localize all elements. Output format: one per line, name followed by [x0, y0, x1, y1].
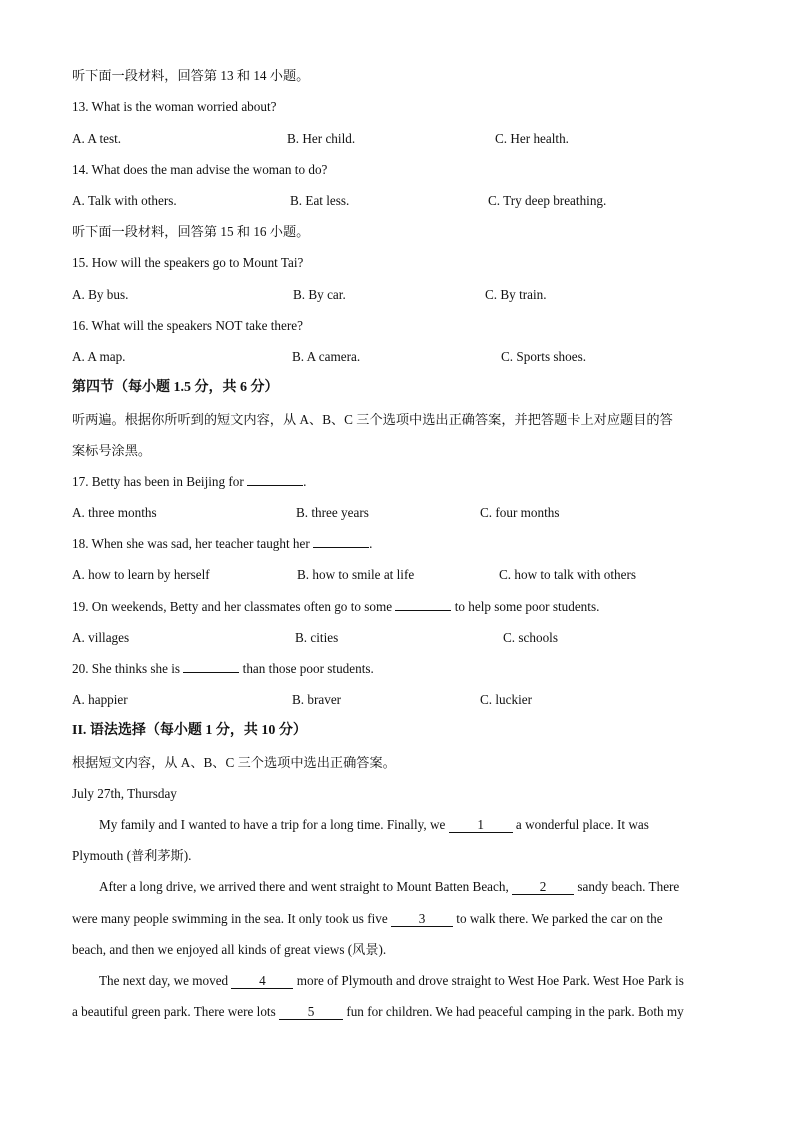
passage-p1-line-1	[99, 816, 649, 834]
q15-option-c[interactable]: C. By train.	[485, 287, 547, 302]
blank-5[interactable]: 5	[279, 1004, 343, 1020]
q19-option-b[interactable]: B. cities	[295, 630, 339, 645]
q18-end: .	[369, 536, 373, 551]
q20-option-a[interactable]: A. happier	[72, 692, 128, 707]
passage-text: My family and I wanted to have a trip for a long time. Finally, we	[99, 817, 449, 832]
part-2-heading: II. 语法选择（每小题 1 分，共 10 分）	[72, 723, 307, 738]
q20-stem: 20. She thinks she is	[72, 661, 184, 676]
q14-option-c[interactable]: C. Try deep breathing.	[488, 193, 607, 208]
q20-end: than those poor students.	[239, 661, 374, 676]
q17-option-a[interactable]: A. three months	[72, 505, 157, 520]
q14-option-b[interactable]: B. Eat less.	[290, 193, 350, 208]
q15-option-a[interactable]: A. By bus.	[72, 287, 129, 302]
q17-option-b[interactable]: B. three years	[296, 505, 369, 520]
question-19	[72, 598, 599, 616]
passage-text: to walk there. We parked the car on the	[453, 911, 663, 926]
q19-blank[interactable]	[395, 610, 451, 611]
q17-stem: 17. Betty has been in Beijing for	[72, 474, 248, 489]
q16-option-b[interactable]: B. A camera.	[292, 349, 361, 364]
q17-option-c[interactable]: C. four months	[480, 505, 560, 520]
passage-p3-line-2	[72, 1003, 684, 1021]
part-2-instruction: 根据短文内容，从 A、B、C 三个选项中选出正确答案。	[72, 755, 396, 770]
q20-option-c[interactable]: C. luckier	[480, 692, 533, 707]
q19-option-c[interactable]: C. schools	[503, 630, 558, 645]
q16-option-c[interactable]: C. Sports shoes.	[501, 349, 586, 364]
q19-stem: 19. On weekends, Betty and her classmates often go to some	[72, 599, 396, 614]
instruction-13-14: 听下面一段材料，回答第 13 和 14 小题。	[72, 68, 310, 83]
passage-p3-line-1	[99, 972, 684, 990]
blank-4[interactable]: 4	[231, 973, 293, 989]
blank-2[interactable]: 2	[512, 879, 574, 895]
passage-text: The next day, we moved	[99, 973, 232, 988]
passage-date: July 27th, Thursday	[72, 786, 177, 801]
q18-stem: 18. When she was sad, her teacher taught her	[72, 536, 314, 551]
passage-text: fun for children. We had peaceful camping in the park. Both my	[343, 1004, 684, 1019]
q19-end: to help some poor students.	[451, 599, 600, 614]
q13-option-c[interactable]: C. Her health.	[495, 131, 569, 146]
blank-3[interactable]: 3	[391, 911, 453, 927]
section-4-heading: 第四节（每小题 1.5 分，共 6 分）	[72, 380, 279, 395]
q19-option-a[interactable]: A. villages	[72, 630, 130, 645]
question-18	[72, 535, 372, 553]
q16-option-a[interactable]: A. A map.	[72, 349, 126, 364]
passage-text: After a long drive, we arrived there and went straight to Mount Batten Beach,	[99, 879, 513, 894]
passage-text: were many people swimming in the sea. It only took us five	[72, 911, 391, 926]
q20-blank[interactable]	[183, 672, 239, 673]
question-20	[72, 660, 374, 678]
question-14: 14. What does the man advise the woman to do?	[72, 162, 328, 177]
q14-option-a[interactable]: A. Talk with others.	[72, 193, 177, 208]
question-15: 15. How will the speakers go to Mount Tai?	[72, 255, 304, 270]
q18-option-b[interactable]: B. how to smile at life	[297, 567, 415, 582]
q17-end: .	[303, 474, 307, 489]
q18-blank[interactable]	[313, 547, 369, 548]
question-16: 16. What will the speakers NOT take there?	[72, 318, 303, 333]
instruction-15-16: 听下面一段材料，回答第 15 和 16 小题。	[72, 224, 310, 239]
q18-option-c[interactable]: C. how to talk with others	[499, 567, 636, 582]
passage-p2-line-2	[72, 910, 663, 928]
passage-p2-line-3: beach, and then we enjoyed all kinds of great views (风景).	[72, 942, 387, 957]
passage-text: more of Plymouth and drove straight to West Hoe Park. West Hoe Park is	[293, 973, 684, 988]
q13-option-b[interactable]: B. Her child.	[287, 131, 356, 146]
section-4-instruction-line-2: 案标号涂黑。	[72, 443, 152, 458]
q18-option-a[interactable]: A. how to learn by herself	[72, 567, 210, 582]
passage-p1-line-2: Plymouth (普利茅斯).	[72, 848, 192, 863]
section-4-instruction-line-1: 听两遍。根据你所听到的短文内容，从 A、B、C 三个选项中选出正确答案，并把答题卡上对应题目的答	[72, 412, 673, 427]
q17-blank[interactable]	[247, 485, 303, 486]
passage-p2-line-1	[99, 878, 679, 896]
passage-text: sandy beach. There	[574, 879, 680, 894]
q15-option-b[interactable]: B. By car.	[293, 287, 346, 302]
question-17	[72, 473, 306, 491]
passage-text: a beautiful green park. There were lots	[72, 1004, 280, 1019]
q13-option-a[interactable]: A. A test.	[72, 131, 122, 146]
passage-text: a wonderful place. It was	[512, 817, 649, 832]
q20-option-b[interactable]: B. braver	[292, 692, 342, 707]
blank-1[interactable]: 1	[449, 817, 513, 833]
question-13: 13. What is the woman worried about?	[72, 99, 277, 114]
